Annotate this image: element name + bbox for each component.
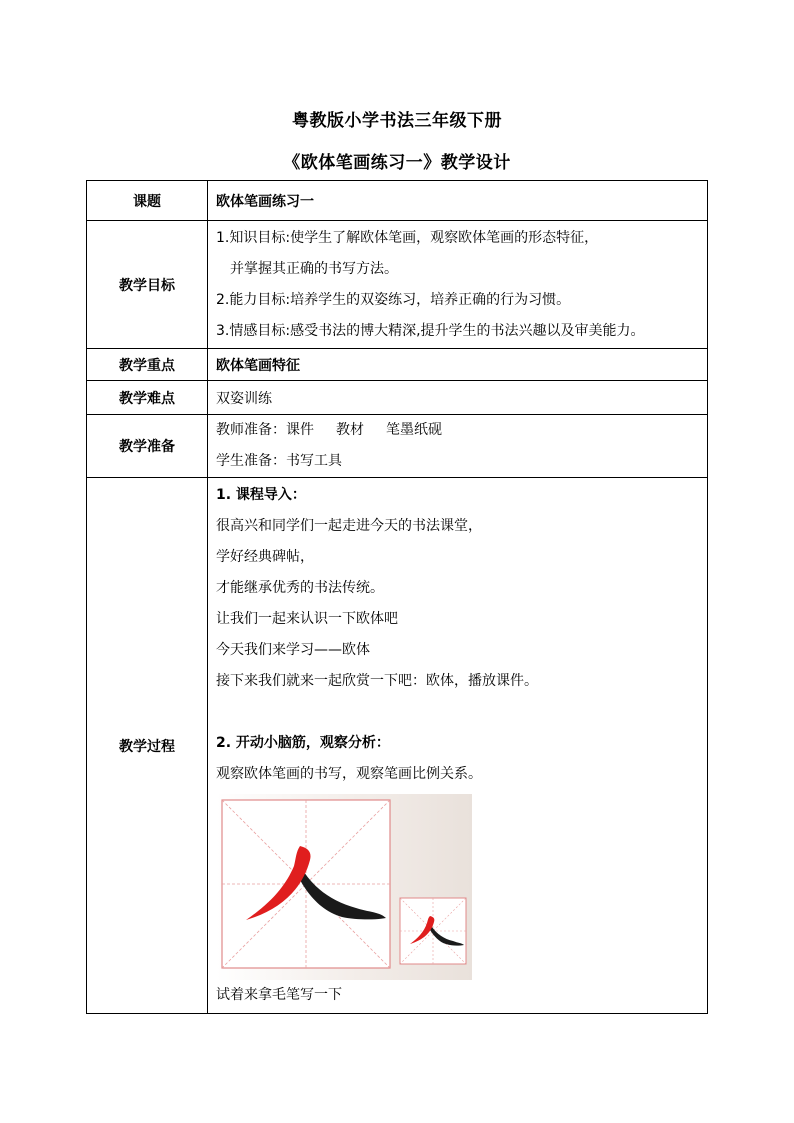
teacher-prep: [216, 415, 707, 446]
step2-title: 2. 开动小脑筋，观察分析：: [216, 735, 390, 751]
step2-line: 观察欧体笔画的书写，观察笔画比例关系。: [216, 766, 482, 782]
teacher-prep-text: 教师准备：课件: [216, 422, 314, 438]
step1-line: 才能继承优秀的书法传统。: [216, 580, 384, 596]
student-prep: 学生准备：书写工具: [216, 453, 342, 469]
row-difficulty: [87, 381, 708, 415]
goals-content: [208, 221, 708, 349]
step1-line: 今天我们来学习——欧体: [216, 642, 370, 658]
row-key: [87, 349, 708, 381]
document-subtitle: 《欧体笔画练习一》教学设计: [283, 153, 511, 173]
label-key: 教学重点: [87, 349, 208, 381]
value-key: 欧体笔画特征: [208, 349, 708, 381]
value-topic: 欧体笔画练习一: [208, 181, 708, 221]
closing-line: 试着来拿毛笔写一下: [216, 987, 342, 1003]
character-ren-illustration: [216, 794, 472, 980]
goal-line: 1.知识目标:使学生了解欧体笔画，观察欧体笔画的形态特征，: [216, 229, 599, 246]
step1-line: 让我们一起来认识一下欧体吧: [216, 611, 398, 627]
step1-title: 1. 课程导入：: [216, 487, 306, 503]
step1-line: 很高兴和同学们一起走进今天的书法课堂，: [216, 518, 482, 534]
document-title: 粤教版小学书法三年级下册: [292, 111, 502, 131]
label-goals: 教学目标: [87, 221, 208, 349]
teacher-prep-item: 笔墨纸砚: [386, 422, 442, 438]
goal-line: 2.能力目标:培养学生的双姿练习，培养正确的行为习惯。: [216, 291, 571, 308]
process-content: [208, 478, 708, 1014]
step1-line: 接下来我们就来一起欣赏一下吧：欧体，播放课件。: [216, 673, 538, 689]
label-difficulty: 教学难点: [87, 381, 208, 415]
label-prep: 教学准备: [87, 415, 208, 478]
row-topic: [87, 181, 708, 221]
label-process: 教学过程: [87, 478, 208, 1014]
goal-line: 3.情感目标:感受书法的博大精深,提升学生的书法兴趣以及审美能力。: [216, 322, 645, 339]
value-difficulty: 双姿训练: [208, 381, 708, 415]
lesson-plan-table: [86, 180, 708, 1014]
calligraphy-figure: [216, 794, 472, 980]
row-goals: [87, 221, 708, 349]
label-topic: 课题: [87, 181, 208, 221]
row-prep: [87, 415, 708, 478]
prep-content: [208, 415, 708, 478]
step1-line: 学好经典碑帖，: [216, 549, 314, 565]
goal-line: 并掌握其正确的书写方法。: [230, 260, 398, 277]
teacher-prep-item: 教材: [336, 422, 364, 438]
row-process: [87, 478, 708, 1014]
